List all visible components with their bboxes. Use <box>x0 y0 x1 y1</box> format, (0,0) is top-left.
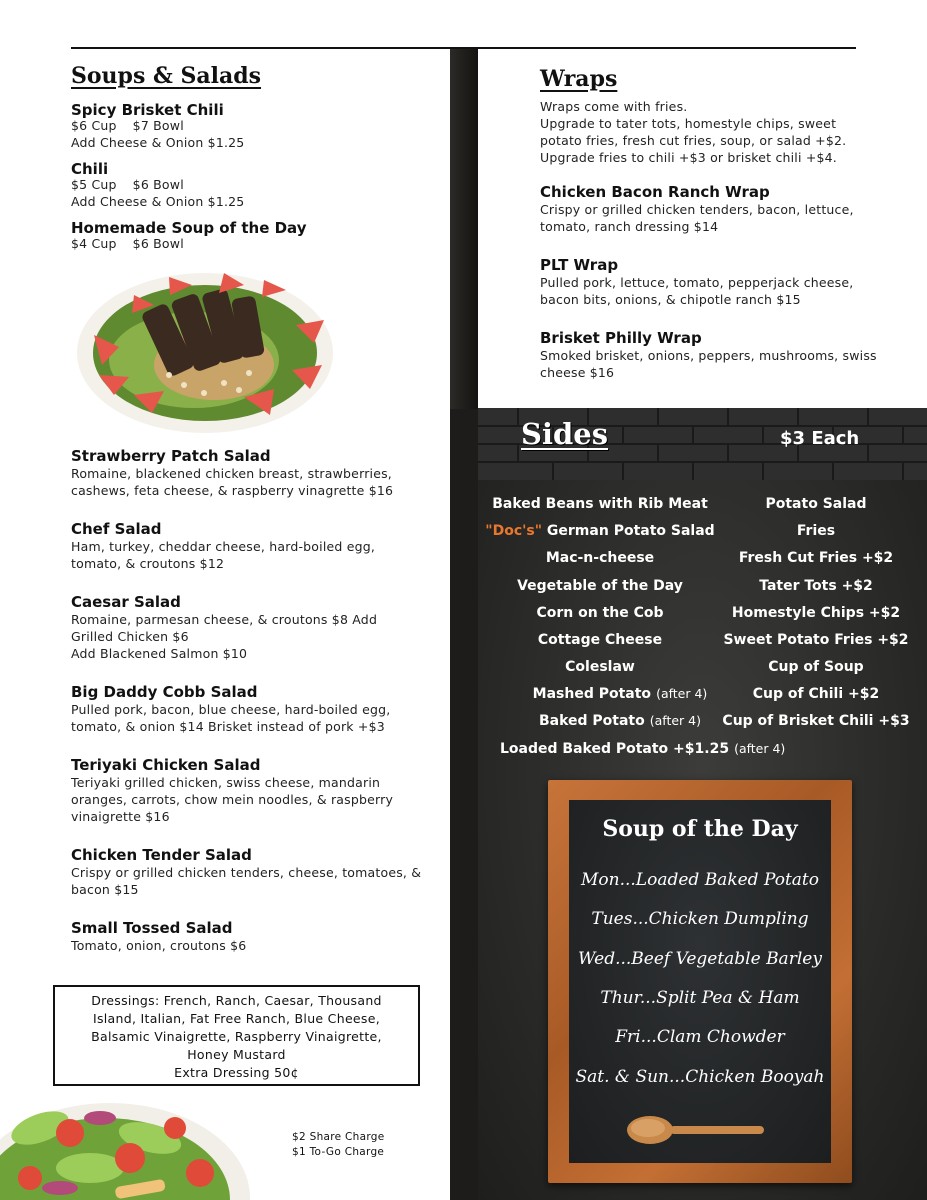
salad-name: Small Tossed Salad <box>71 919 233 937</box>
side-item <box>480 523 720 539</box>
side-item: Sweet Potato Fries +$2 <box>723 632 909 648</box>
side-item <box>500 713 740 729</box>
salad-desc-line: vinaigrette $16 <box>71 809 170 824</box>
side-item <box>490 741 786 757</box>
wraps-intro-line: Wraps come with fries. <box>540 99 688 114</box>
side-item: Fries <box>796 523 836 539</box>
soup-bowl-price: $7 Bowl <box>132 118 184 133</box>
wrap-name: PLT Wrap <box>540 256 619 274</box>
wrap-item <box>540 256 890 308</box>
salad-desc-line: cashews, feta cheese, & raspberry vinagrette $16 <box>71 483 394 498</box>
side-item: Coleslaw <box>565 659 635 675</box>
salad-photo-top <box>74 265 336 437</box>
wooden-spoon-icon <box>626 1112 766 1148</box>
salad-name: Strawberry Patch Salad <box>71 447 271 465</box>
side-item-label: Baked Potato <box>538 713 645 729</box>
salad-name: Chicken Tender Salad <box>71 846 252 864</box>
salad-item <box>71 683 431 735</box>
salad-name: Chef Salad <box>71 520 162 538</box>
soup-name: Spicy Brisket Chili <box>71 101 224 119</box>
soup-bowl-price: $6 Bowl <box>132 236 184 251</box>
salad-photo-bottom <box>0 1088 250 1200</box>
dressings-box <box>53 985 420 1086</box>
salad-item <box>71 756 431 825</box>
dressings-line: Honey Mustard <box>187 1047 286 1062</box>
side-item-label: Loaded Baked Potato +$1.25 <box>500 741 730 757</box>
salad-desc-line: Tomato, onion, croutons $6 <box>71 938 247 953</box>
salad-desc-line: bacon $15 <box>71 882 139 897</box>
salad-desc-line: Teriyaki grilled chicken, swiss cheese, mandarin <box>71 775 381 790</box>
side-item: Vegetable of the Day <box>517 578 683 594</box>
side-item-note: (after 4) <box>649 713 702 728</box>
share-charge: $2 Share Charge <box>292 1131 385 1143</box>
wrap-item <box>540 183 890 235</box>
dressings-line: Balsamic Vinaigrette, Raspberry Vinaigrette, <box>91 1029 382 1044</box>
side-item-note: (after 4) <box>734 741 786 756</box>
side-item: Potato Salad <box>765 496 867 512</box>
dressings-line: Island, Italian, Fat Free Ranch, Blue Cheese, <box>92 1011 380 1026</box>
wrap-desc-line: tomato, ranch dressing $14 <box>540 219 719 234</box>
side-item: Baked Beans with Rib Meat <box>492 496 708 512</box>
salad-desc-line: tomato, & onion $14 Brisket instead of pork +$3 <box>71 719 385 734</box>
wrap-desc-line: Pulled pork, lettuce, tomato, pepperjack cheese, <box>540 275 854 290</box>
soup-day-line: Mon...Loaded Baked Potato <box>581 870 819 890</box>
side-item: Cup of Chili +$2 <box>752 686 880 702</box>
soup-cup-price: $4 Cup <box>71 236 117 251</box>
docs-label: "Doc's" <box>485 523 543 539</box>
side-item <box>500 686 740 702</box>
side-item: Cup of Soup <box>768 659 864 675</box>
wrap-name: Brisket Philly Wrap <box>540 329 702 347</box>
wraps-intro-line: potato fries, fresh cut fries, soup, or salad +$2. <box>540 133 847 148</box>
salad-item <box>71 846 431 898</box>
wrap-desc-line: cheese $16 <box>540 365 615 380</box>
wraps-intro <box>540 98 890 166</box>
soup-item <box>71 219 306 252</box>
soup-item <box>71 101 244 151</box>
togo-charge: $1 To-Go Charge <box>292 1145 385 1158</box>
salad-item <box>71 593 431 662</box>
salad-item <box>71 520 431 572</box>
soup-cup-price: $5 Cup <box>71 177 117 192</box>
soup-of-the-day-title: Soup of the Day <box>602 816 798 842</box>
charges-note <box>292 1130 385 1159</box>
soup-item <box>71 160 244 210</box>
wraps-intro-line: Upgrade fries to chili +$3 or brisket chili +$4. <box>540 150 837 165</box>
salad-item <box>71 447 431 499</box>
soup-day-line: Wed...Beef Vegetable Barley <box>578 949 822 969</box>
soup-extra: Add Cheese & Onion $1.25 <box>71 194 245 209</box>
salad-item <box>71 919 431 954</box>
side-item-note: (after 4) <box>656 686 708 701</box>
wrap-desc-line: bacon bits, onions, & chipotle ranch $15 <box>540 292 801 307</box>
soup-cup-price: $6 Cup <box>71 118 117 133</box>
soup-extra: Add Cheese & Onion $1.25 <box>71 135 245 150</box>
wrap-name: Chicken Bacon Ranch Wrap <box>540 183 770 201</box>
soups-salads-heading: Soups & Salads <box>71 63 262 89</box>
salad-name: Teriyaki Chicken Salad <box>71 756 261 774</box>
salad-desc-line: Pulled pork, bacon, blue cheese, hard-boiled egg, <box>71 702 391 717</box>
side-item: Fresh Cut Fries +$2 <box>738 550 894 566</box>
salad-name: Caesar Salad <box>71 593 181 611</box>
salad-desc-line: Ham, turkey, cheddar cheese, hard-boiled egg, <box>71 539 376 554</box>
salad-desc-line: Romaine, blackened chicken breast, strawberries, <box>71 466 392 481</box>
soup-day-line: Fri...Clam Chowder <box>615 1027 785 1047</box>
side-item: Homestyle Chips +$2 <box>731 605 901 621</box>
dressings-line: Dressings: French, Ranch, Caesar, Thousand <box>91 993 382 1008</box>
soup-day-line: Sat. & Sun...Chicken Booyah <box>575 1067 825 1087</box>
wraps-intro-line: Upgrade to tater tots, homestyle chips, sweet <box>540 116 837 131</box>
salad-desc-line: Romaine, parmesan cheese, & croutons $8 Add <box>71 612 378 627</box>
side-item: Tater Tots +$2 <box>759 578 873 594</box>
sides-heading: Sides <box>521 417 609 451</box>
side-item-label: German Potato Salad <box>542 523 715 539</box>
salad-desc-line: Add Blackened Salmon $10 <box>71 646 248 661</box>
soup-day-line: Thur...Split Pea & Ham <box>600 988 800 1008</box>
salad-desc-line: Crispy or grilled chicken tenders, cheese, tomatoes, & <box>71 865 422 880</box>
chalkboard <box>569 800 831 1163</box>
wrap-desc-line: Crispy or grilled chicken tenders, bacon, lettuce, <box>540 202 854 217</box>
side-item: Corn on the Cob <box>536 605 664 621</box>
salad-name: Big Daddy Cobb Salad <box>71 683 258 701</box>
side-item: Mac-n-cheese <box>545 550 655 566</box>
wrap-item <box>540 329 890 381</box>
soup-name: Homemade Soup of the Day <box>71 219 307 237</box>
column-divider <box>450 49 478 1200</box>
side-item-label: Mashed Potato <box>532 686 652 702</box>
side-item: Cottage Cheese <box>537 632 663 648</box>
soup-bowl-price: $6 Bowl <box>132 177 184 192</box>
side-item: Cup of Brisket Chili +$3 <box>722 713 910 729</box>
extra-dressing-price: Extra Dressing 50¢ <box>174 1065 299 1080</box>
salad-desc-line: Grilled Chicken $6 <box>71 629 189 644</box>
salad-desc-line: tomato, & croutons $12 <box>71 556 225 571</box>
wrap-desc-line: Smoked brisket, onions, peppers, mushrooms, swiss <box>540 348 877 363</box>
wraps-heading: Wraps <box>540 66 618 92</box>
soup-day-line: Tues...Chicken Dumpling <box>591 909 809 929</box>
sides-price: $3 Each <box>780 428 860 449</box>
soup-name: Chili <box>71 160 109 178</box>
salad-desc-line: oranges, carrots, chow mein noodles, & raspberry <box>71 792 394 807</box>
